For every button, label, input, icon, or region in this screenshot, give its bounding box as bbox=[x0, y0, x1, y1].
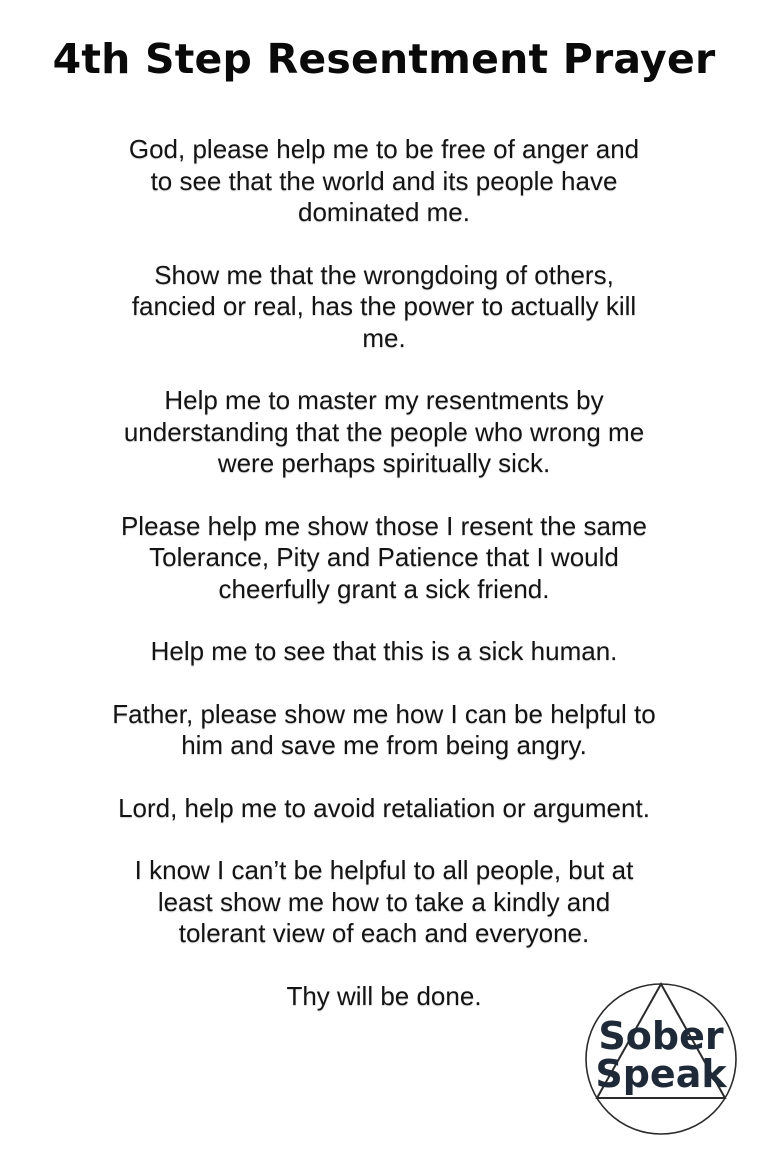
prayer-line: Help me to see that this is a sick human. bbox=[150, 636, 618, 666]
prayer-line: Tolerance, Pity and Patience that I would bbox=[149, 542, 619, 572]
sober-speak-logo bbox=[583, 981, 739, 1137]
prayer-line: tolerant view of each and everyone. bbox=[178, 918, 590, 948]
prayer-line: were perhaps spiritually sick. bbox=[217, 448, 551, 478]
prayer-line: me. bbox=[362, 322, 406, 353]
page-title: 4th Step Resentment Prayer bbox=[52, 35, 716, 83]
prayer-paragraph bbox=[0, 793, 768, 825]
prayer-paragraph bbox=[0, 699, 768, 762]
prayer-line: fancied or real, has the power to actually kill bbox=[131, 291, 637, 321]
prayer-line: dominated me. bbox=[298, 197, 470, 227]
prayer-paragraph bbox=[0, 855, 768, 950]
prayer-line: Please help me show those I resent the same bbox=[120, 510, 648, 541]
prayer-line: to see that the world and its people have bbox=[150, 165, 618, 196]
prayer-line: cheerfully grant a sick friend. bbox=[218, 573, 550, 604]
prayer-line: least show me how to take a kindly and bbox=[157, 886, 611, 917]
prayer-body bbox=[0, 134, 768, 1043]
circle-triangle-icon bbox=[583, 981, 739, 1137]
prayer-line: Thy will be done. bbox=[286, 980, 482, 1011]
prayer-paragraph bbox=[0, 134, 768, 229]
prayer-paragraph bbox=[0, 385, 768, 480]
logo-text-line1: Sober bbox=[598, 1014, 724, 1058]
prayer-line: him and save me from being angry. bbox=[181, 730, 587, 760]
prayer-paragraph bbox=[0, 511, 768, 606]
prayer-line: Father, please show me how I can be helpful to bbox=[112, 698, 656, 729]
prayer-line: I know I can’t be helpful to all people, but at bbox=[134, 855, 634, 885]
logo-text-line2: Speak bbox=[595, 1052, 727, 1096]
prayer-paragraph bbox=[0, 260, 768, 355]
prayer-line: understanding that the people who wrong me bbox=[123, 416, 645, 447]
prayer-line: Show me that the wrongdoing of others, bbox=[154, 259, 614, 290]
prayer-line: Lord, help me to avoid retaliation or argument. bbox=[118, 792, 650, 823]
prayer-paragraph bbox=[0, 636, 768, 668]
prayer-line: God, please help me to be free of anger and bbox=[128, 134, 640, 164]
prayer-line: Help me to master my resentments by bbox=[164, 385, 604, 415]
